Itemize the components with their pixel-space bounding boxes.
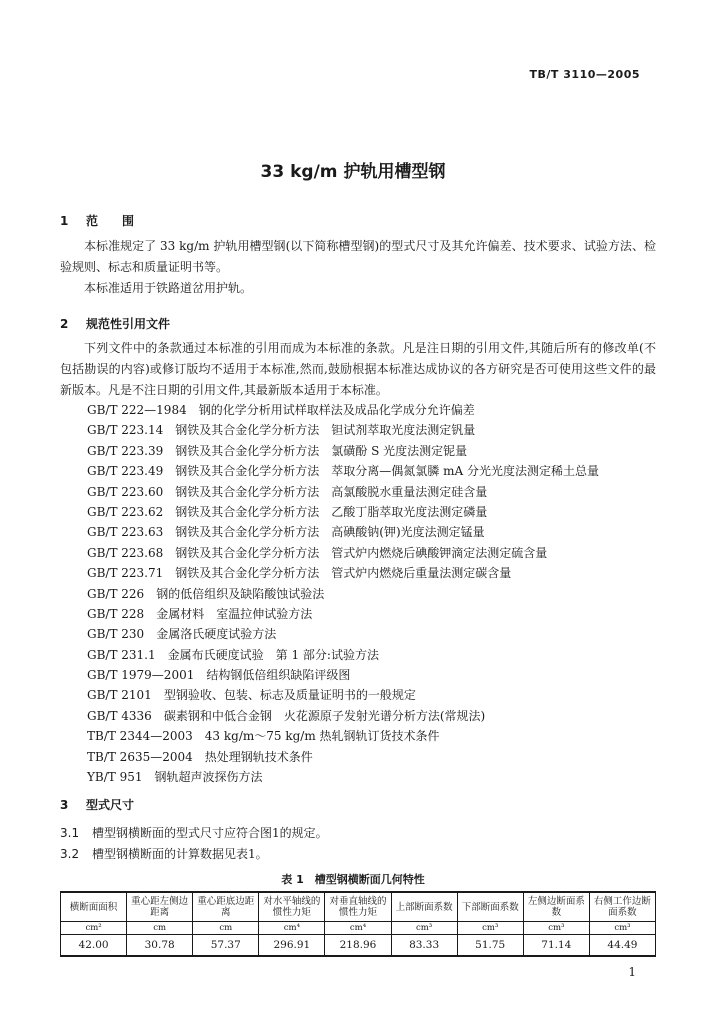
section-3-heading [60,796,134,813]
reference-title: 钢轨超声波探伤方法 [154,770,263,785]
reference-item [87,747,599,767]
reference-item [87,584,599,604]
reference-item [87,563,599,583]
geometry-table [60,891,656,957]
reference-code: GB/T 223.63 [87,525,164,540]
clause-3-2 [60,845,268,862]
reference-item [87,645,599,665]
table-value-cell: 42.00 [61,935,127,957]
reference-code: GB/T 223.62 [87,504,164,519]
reference-code: GB/T 223.14 [87,423,164,438]
reference-title: 钢铁及其合金化学分析方法 氯磺酚 S 光度法测定铌量 [175,443,468,458]
reference-title: 热处理钢轨技术条件 [204,749,313,764]
table-value-cell: 57.37 [193,935,259,957]
table-value-row [61,935,656,957]
reference-code: GB/T 223.39 [87,443,164,458]
reference-code: GB/T 228 [87,606,145,621]
reference-title: 钢的化学分析用试样取样法及成品化学成分允许偏差 [198,403,475,417]
table-header-cell: 下部断面系数 [457,892,523,922]
reference-title: 钢铁及其合金化学分析方法 乙酸丁脂萃取光度法测定磷量 [175,504,488,519]
reference-item [87,543,599,563]
table-header-cell: 对垂直轴线的惯性力矩 [325,892,391,922]
clause-3-1 [60,824,328,841]
section-2-heading [60,315,170,332]
reference-title: 结构钢低倍组织缺陷评级图 [206,668,351,683]
reference-title: 钢铁及其合金化学分析方法 萃取分离—偶氮氯膦 mA 分光光度法测定稀土总量 [175,464,599,479]
reference-title: 钢铁及其合金化学分析方法 管式炉内燃烧后重量法测定碳含量 [175,566,512,581]
reference-code: GB/T 230 [87,627,145,642]
section-number: 1 [60,214,69,228]
reference-code: GB/T 223.71 [87,566,164,581]
table-header-cell: 上部断面系数 [391,892,457,922]
reference-code: GB/T 231.1 [87,647,156,662]
table-header-cell: 左侧边断面系数 [523,892,589,922]
section-number: 2 [60,317,69,331]
table-header-cell: 横断面面积 [61,892,127,922]
reference-title: 碳素钢和中低合金钢 火花源原子发射光谱分析方法(常规法) [163,708,486,723]
reference-item [87,441,599,461]
table-unit-cell: cm [193,922,259,935]
table-unit-cell: cm [127,922,193,935]
reference-list [87,400,599,787]
scope-paragraph-1: 本标准规定了 33 kg/m 护轨用槽型钢(以下简称槽型钢)的型式尺寸及其允许偏差、技术要求、试验方法、检验规则、标志和质量证明书等。 [60,239,656,274]
document-code: TB/T 3110—2005 [529,68,640,81]
reference-item [87,420,599,440]
reference-item [87,767,599,787]
section-title: 型式尺寸 [86,798,135,812]
clause-number: 3.2 [60,847,80,861]
reference-title: 钢的低倍组织及缺陷酸蚀试验法 [156,586,325,601]
table-value-cell: 71.14 [523,935,589,957]
table-header-cell: 重心距底边距离 [193,892,259,922]
reference-item [87,461,599,481]
table-value-cell: 30.78 [127,935,193,957]
table-header-row [61,892,656,922]
table-unit-row [61,922,656,935]
reference-title: 43 kg/m～75 kg/m 热轧钢轨订货技术条件 [204,729,440,744]
reference-title: 金属材料 室温拉伸试验方法 [156,606,313,621]
reference-code: TB/T 2635—2004 [87,749,193,764]
table-value-cell: 83.33 [391,935,457,957]
reference-title: 型钢验收、包装、标志及质量证明书的一般规定 [163,688,416,703]
reference-title: 钢铁及其合金化学分析方法 高碘酸钠(钾)光度法测定锰量 [175,525,485,540]
table-value-cell: 218.96 [325,935,391,957]
reference-item [87,400,599,420]
reference-title: 钢铁及其合金化学分析方法 管式炉内燃烧后碘酸钾滴定法测定硫含量 [175,545,548,560]
table-value-cell: 44.49 [589,935,655,957]
reference-title: 钢铁及其合金化学分析方法 高氯酸脱水重量法测定硅含量 [175,484,488,499]
section-1-heading [60,212,134,229]
reference-title: 金属布氏硬度试验 第 1 部分:试验方法 [167,647,379,662]
reference-code: GB/T 1979—2001 [87,668,195,683]
table-header-cell: 右侧工作边断面系数 [589,892,655,922]
reference-item [87,726,599,746]
table-unit-cell: cm³ [523,922,589,935]
reference-code: GB/T 226 [87,586,145,601]
table-header-cell: 重心距左侧边距离 [127,892,193,922]
clause-text: 槽型钢横断面的型式尺寸应符合图1的规定。 [92,826,328,840]
clause-number: 3.1 [60,826,80,840]
reference-item [87,502,599,522]
reference-code: GB/T 4336 [87,708,152,723]
table-unit-cell: cm⁴ [325,922,391,935]
reference-item [87,706,599,726]
table-value-cell: 51.75 [457,935,523,957]
reference-code: GB/T 2101 [87,688,152,703]
reference-item [87,624,599,644]
reference-code: TB/T 2344—2003 [87,729,193,744]
table-unit-cell: cm³ [589,922,655,935]
table-unit-cell: cm³ [457,922,523,935]
reference-code: GB/T 223.49 [87,464,164,479]
reference-item [87,604,599,624]
references-intro-paragraph: 下列文件中的条款通过本标准的引用而成为本标准的条款。凡是注日期的引用文件,其随后所有的修改单(不包括勘误的内容)或修订版均不适用于本标准,然而,鼓励根据本标准达成协议的各方研究是否可使用这些文件的最新版本。凡是不注日期的引用文件,其最新版本适用于本标准。 [60,341,656,397]
section-number: 3 [60,798,69,812]
page-number: 1 [628,965,636,979]
document-title: 33 kg/m 护轨用槽型钢 [260,162,446,182]
reference-title: 钢铁及其合金化学分析方法 钽试剂萃取光度法测定钒量 [175,423,476,438]
reference-item [87,685,599,705]
reference-code: GB/T 222—1984 [87,403,187,417]
reference-item [87,482,599,502]
scope-paragraph-2: 本标准适用于铁路道岔用护轨。 [84,281,253,295]
section-title: 范 围 [86,214,135,228]
clause-text: 槽型钢横断面的计算数据见表1。 [92,847,268,861]
section-title: 规范性引用文件 [86,317,171,331]
table-unit-cell: cm⁴ [259,922,325,935]
table-header-cell: 对水平轴线的惯性力矩 [259,892,325,922]
table-caption: 表 1 槽型钢横断面几何特性 [281,873,425,886]
reference-item [87,665,599,685]
table-unit-cell: cm² [61,922,127,935]
reference-item [87,522,599,542]
table-value-cell: 296.91 [259,935,325,957]
reference-title: 金属洛氏硬度试验方法 [156,627,277,642]
reference-code: GB/T 223.68 [87,545,164,560]
reference-code: YB/T 951 [87,770,143,785]
table-unit-cell: cm³ [391,922,457,935]
reference-code: GB/T 223.60 [87,484,164,499]
